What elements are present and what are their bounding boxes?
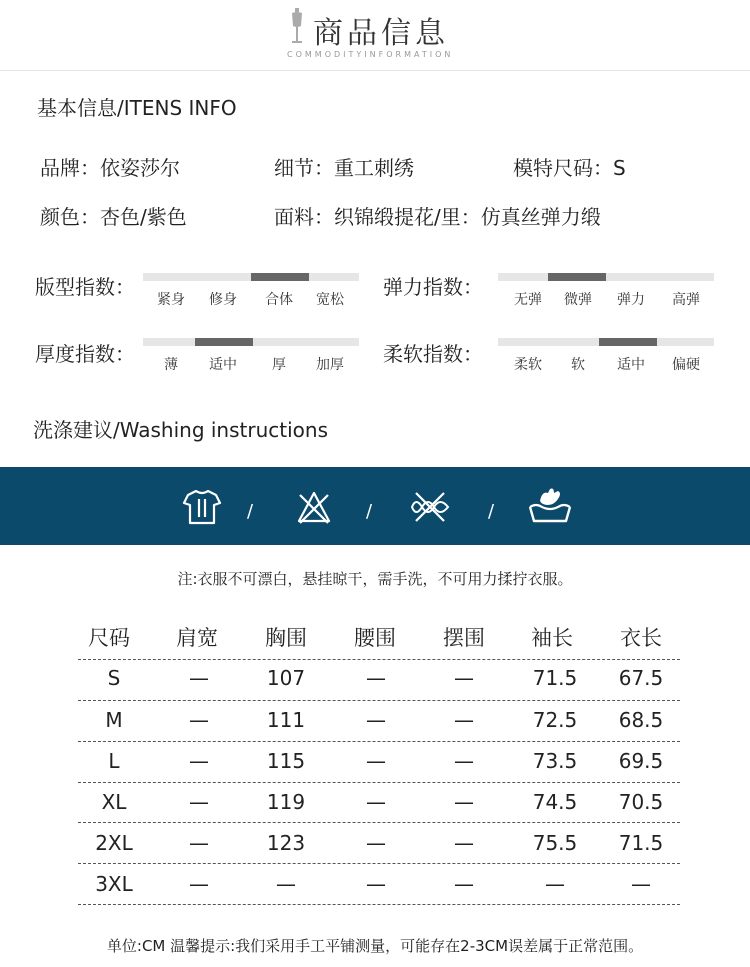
softness-option: 适中 xyxy=(617,357,645,373)
softness-index-label: 柔软指数： xyxy=(383,342,483,366)
table-cell: L xyxy=(108,749,120,773)
elasticity-option: 无弹 xyxy=(514,292,542,308)
info-fabric: 面料：织锦缎提花/里：仿真丝弹力缎 xyxy=(274,205,601,229)
measurement-note: 单位:CM 温馨提示:我们采用手工平铺测量，可能存在2-3CM误差属于正常范围。 xyxy=(106,937,644,955)
table-cell: — xyxy=(366,666,386,690)
table-cell: 123 xyxy=(266,831,306,855)
thickness-option: 薄 xyxy=(164,357,178,373)
table-cell: — xyxy=(631,872,651,896)
softness-option: 软 xyxy=(571,357,585,373)
table-cell: 70.5 xyxy=(618,790,664,814)
elasticity-option: 弹力 xyxy=(617,292,645,308)
info-color: 颜色：杏色/紫色 xyxy=(40,205,187,229)
table-header: 腰围 xyxy=(354,626,396,650)
row-divider xyxy=(78,700,680,701)
table-cell: — xyxy=(454,666,474,690)
info-model-size: 模特尺码：S xyxy=(513,156,626,180)
table-cell: — xyxy=(454,749,474,773)
table-cell: 69.5 xyxy=(618,749,664,773)
table-cell: 71.5 xyxy=(532,666,578,690)
table-cell: — xyxy=(366,749,386,773)
table-cell: S xyxy=(107,666,121,690)
info-detail: 细节：重工刺绣 xyxy=(274,156,414,180)
fit-option: 宽松 xyxy=(316,292,344,308)
table-cell: — xyxy=(189,749,209,773)
row-divider xyxy=(78,904,680,905)
fit-option: 紧身 xyxy=(157,292,185,308)
table-cell: 119 xyxy=(266,790,306,814)
table-cell: — xyxy=(366,790,386,814)
washing-title: 洗涤建议/Washing instructions xyxy=(33,418,328,442)
fit-option: 合体 xyxy=(265,292,293,308)
table-cell: 107 xyxy=(266,666,306,690)
table-cell: — xyxy=(454,708,474,732)
icon-separator: / xyxy=(366,501,373,522)
table-cell: — xyxy=(545,872,565,896)
row-divider xyxy=(78,822,680,823)
page-title: 商品信息 xyxy=(313,16,449,51)
table-cell: XL xyxy=(101,790,127,814)
table-cell: 72.5 xyxy=(532,708,578,732)
table-cell: — xyxy=(189,872,209,896)
page-subtitle: COMMODITYINFORMATION xyxy=(287,50,454,59)
thickness-option: 适中 xyxy=(209,357,237,373)
table-cell: 73.5 xyxy=(532,749,578,773)
table-header: 尺码 xyxy=(88,626,130,650)
row-divider xyxy=(78,659,680,660)
elasticity-index-label: 弹力指数： xyxy=(383,275,483,299)
table-cell: — xyxy=(189,790,209,814)
table-cell: — xyxy=(189,708,209,732)
elasticity-option: 微弹 xyxy=(564,292,592,308)
table-cell: — xyxy=(366,872,386,896)
table-cell: 68.5 xyxy=(618,708,664,732)
thickness-index-label: 厚度指数： xyxy=(35,342,135,366)
table-cell: 111 xyxy=(266,708,306,732)
table-cell: — xyxy=(189,666,209,690)
row-divider xyxy=(78,741,680,742)
table-cell: — xyxy=(189,831,209,855)
fit-index-label: 版型指数： xyxy=(35,275,135,299)
table-cell: — xyxy=(454,831,474,855)
table-cell: — xyxy=(366,831,386,855)
table-header: 袖长 xyxy=(531,626,573,650)
table-cell: — xyxy=(366,708,386,732)
table-cell: 71.5 xyxy=(618,831,664,855)
icon-separator: / xyxy=(488,501,495,522)
table-cell: 3XL xyxy=(95,872,133,896)
icon-separator: / xyxy=(247,501,254,522)
table-cell: M xyxy=(105,708,123,732)
table-header: 衣长 xyxy=(620,626,662,650)
table-cell: 115 xyxy=(266,749,306,773)
row-divider xyxy=(78,782,680,783)
table-header: 摆围 xyxy=(443,626,485,650)
table-cell: 75.5 xyxy=(532,831,578,855)
table-header: 胸围 xyxy=(265,626,307,650)
washing-note: 注:衣服不可漂白，悬挂晾干，需手洗，不可用力揉拧衣服。 xyxy=(177,570,573,588)
table-cell: 74.5 xyxy=(532,790,578,814)
thickness-option: 加厚 xyxy=(316,357,344,373)
info-brand: 品牌：依姿莎尔 xyxy=(40,156,180,180)
table-cell: — xyxy=(454,790,474,814)
softness-option: 柔软 xyxy=(514,357,542,373)
row-divider xyxy=(78,863,680,864)
table-cell: — xyxy=(276,872,296,896)
table-header: 肩宽 xyxy=(176,626,218,650)
fit-option: 修身 xyxy=(209,292,237,308)
table-cell: 2XL xyxy=(95,831,133,855)
thickness-option: 厚 xyxy=(272,357,286,373)
elasticity-option: 高弹 xyxy=(672,292,700,308)
table-cell: — xyxy=(454,872,474,896)
softness-option: 偏硬 xyxy=(672,357,700,373)
table-cell: 67.5 xyxy=(618,666,664,690)
basic-info-title: 基本信息/ITENS INFO xyxy=(37,96,237,120)
